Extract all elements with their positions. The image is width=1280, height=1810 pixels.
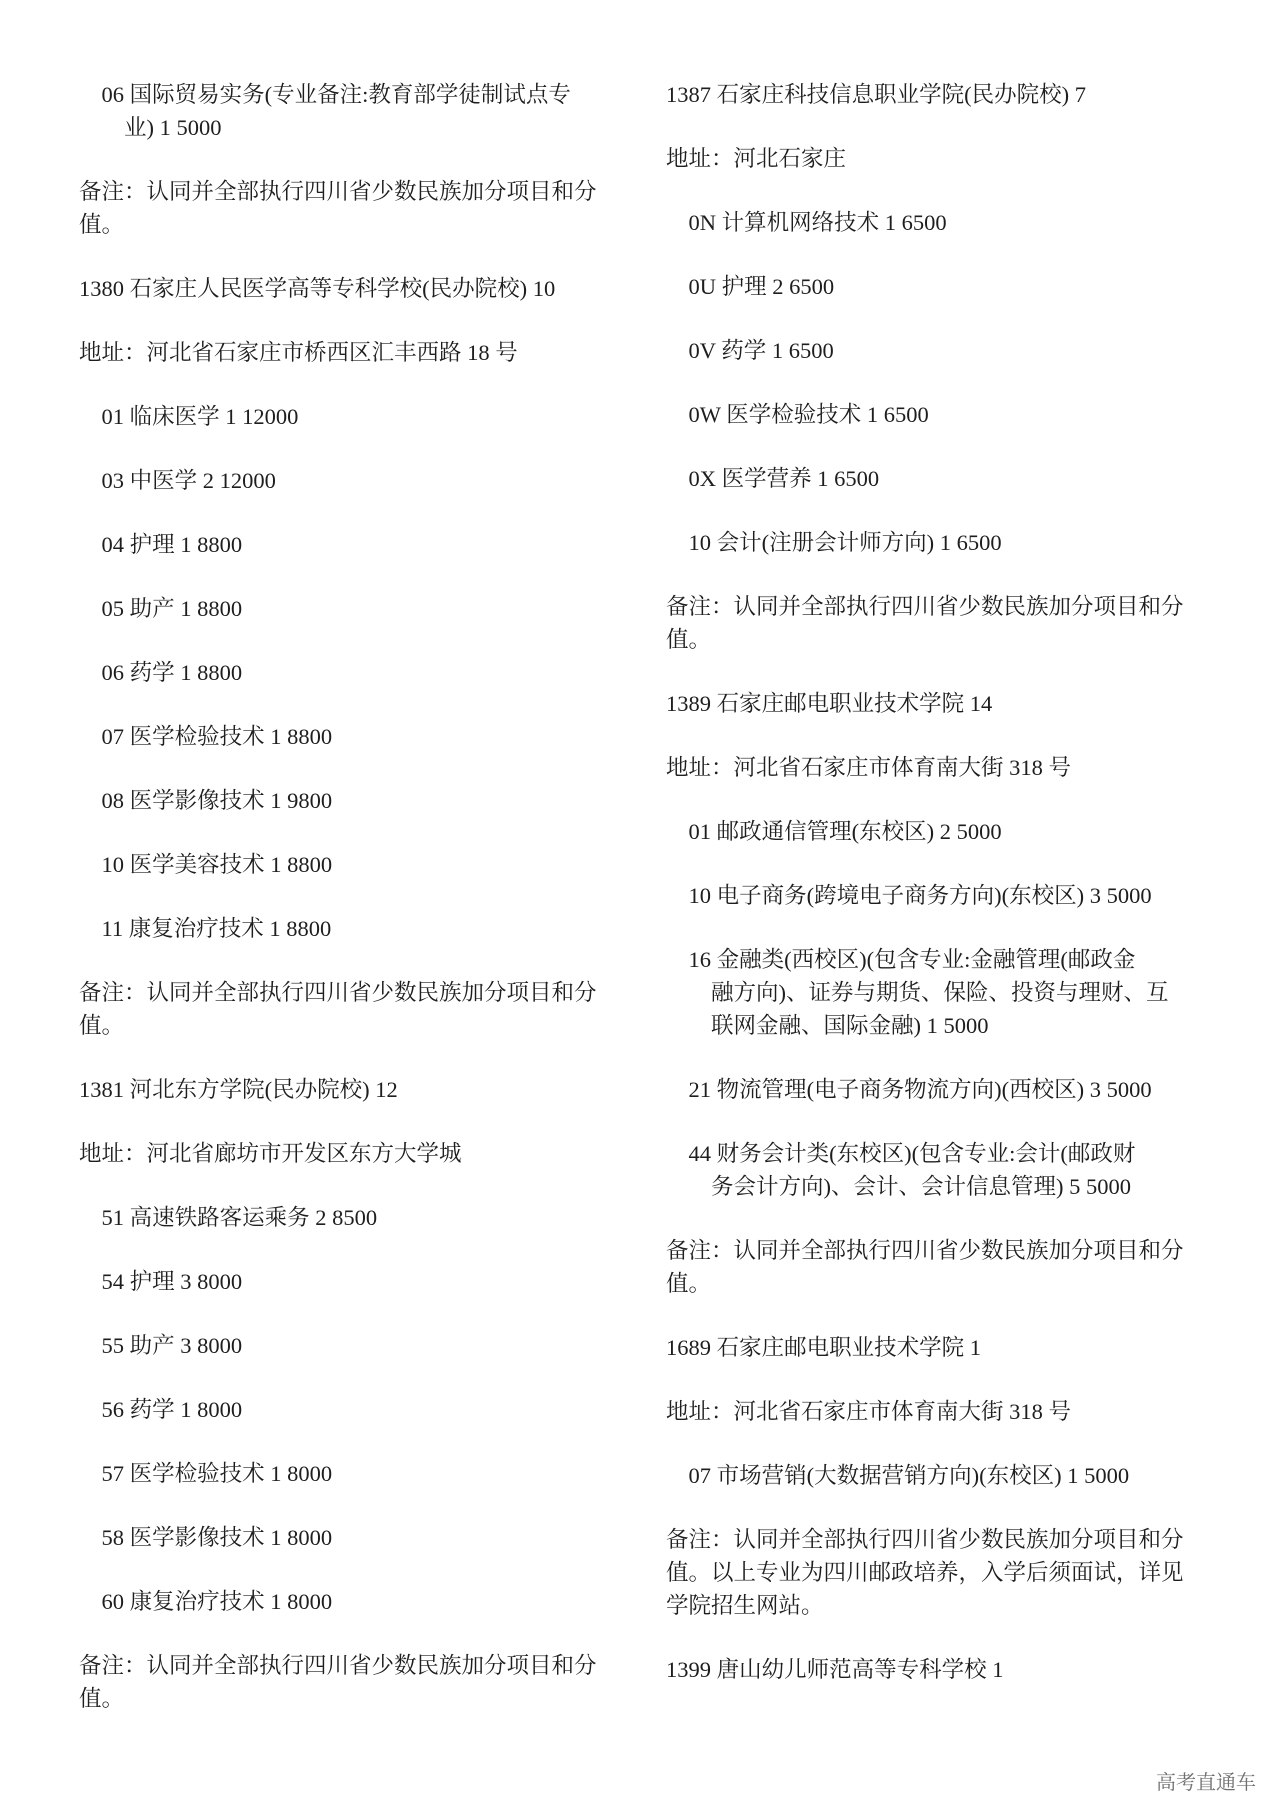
school-address-text: 地址：河北省廊坊市开发区东方大学城: [79, 1141, 462, 1166]
school-address: [79, 1137, 659, 1170]
major-item-line: 44 财务会计类(东校区)(包含专业:会计(邮政财: [688, 1141, 1136, 1166]
major-item-line: 01 临床医学 1 12000: [101, 404, 299, 429]
major-item-continuation: 务会计方向)、会计、会计信息管理) 5 5000: [711, 1174, 1131, 1199]
major-item-line: 10 会计(注册会计师方向) 1 6500: [688, 530, 1002, 555]
major-item-line: 08 医学影像技术 1 9800: [101, 788, 333, 813]
major-item-line: 60 康复治疗技术 1 8000: [101, 1589, 333, 1614]
school-address: [79, 336, 659, 369]
note-line: 备注：认同并全部执行四川省少数民族加分项目和分: [79, 1653, 597, 1678]
major-item: [79, 78, 659, 144]
note-line: 值。: [666, 627, 712, 652]
major-item-line: 0N 计算机网络技术 1 6500: [688, 210, 947, 235]
major-item-line: 05 助产 1 8800: [101, 596, 243, 621]
major-item-line: 0V 药学 1 6500: [688, 338, 834, 363]
note-line: 学院招生网站。: [666, 1593, 824, 1618]
major-item: [666, 206, 1266, 239]
school-header-text: 1389 石家庄邮电职业技术学院 14: [666, 691, 993, 716]
major-item: [79, 400, 659, 433]
major-item: [79, 592, 659, 625]
note-line: 值。: [79, 212, 125, 237]
major-item: [79, 1329, 659, 1362]
major-item: [666, 1137, 1266, 1203]
school-header: [666, 1653, 1266, 1686]
school-address-text: 地址：河北石家庄: [666, 146, 847, 171]
major-item-continuation: 融方向)、证券与期货、保险、投资与理财、互: [711, 980, 1169, 1005]
major-item-line: 03 中医学 2 12000: [101, 468, 276, 493]
major-item-line: 04 护理 1 8800: [101, 532, 243, 557]
major-item: [666, 270, 1266, 303]
note-line: 备注：认同并全部执行四川省少数民族加分项目和分: [79, 980, 597, 1005]
column-left: [79, 78, 659, 1746]
major-item: [79, 528, 659, 561]
school-address: [666, 142, 1266, 175]
major-item-line: 0X 医学营养 1 6500: [688, 466, 880, 491]
note-line: 值。: [666, 1271, 712, 1296]
major-item: [79, 1393, 659, 1426]
major-item-line: 56 药学 1 8000: [101, 1397, 243, 1422]
major-item-line: 06 国际贸易实务(专业备注:教育部学徒制试点专: [101, 82, 571, 107]
school-block: [79, 272, 659, 1042]
major-item: [79, 1585, 659, 1618]
major-item: [666, 334, 1266, 367]
school-block: [666, 687, 1266, 1300]
note-line: 备注：认同并全部执行四川省少数民族加分项目和分: [666, 1238, 1184, 1263]
major-item: [666, 879, 1266, 912]
note: [666, 1523, 1266, 1622]
note: [79, 175, 659, 241]
major-item: [79, 1201, 659, 1234]
major-item: [666, 1459, 1266, 1492]
major-item-line: 06 药学 1 8800: [101, 660, 243, 685]
major-item-line: 0U 护理 2 6500: [688, 274, 835, 299]
major-item-line: 57 医学检验技术 1 8000: [101, 1461, 333, 1486]
school-address: [666, 1395, 1266, 1428]
major-item: [79, 1457, 659, 1490]
major-item-continuation: 业) 1 5000: [124, 115, 222, 140]
major-item: [79, 848, 659, 881]
school-address-text: 地址：河北省石家庄市体育南大街 318 号: [666, 1399, 1072, 1424]
major-item: [79, 464, 659, 497]
major-item-line: 51 高速铁路客运乘务 2 8500: [101, 1205, 378, 1230]
school-block: [79, 1073, 659, 1715]
major-item: [79, 656, 659, 689]
major-item-line: 11 康复治疗技术 1 8800: [101, 916, 332, 941]
note-line: 值。以上专业为四川邮政培养，入学后须面试，详见: [666, 1560, 1184, 1585]
school-header: [666, 78, 1266, 111]
major-item: [666, 815, 1266, 848]
note-line: 备注：认同并全部执行四川省少数民族加分项目和分: [666, 1527, 1184, 1552]
school-header: [79, 272, 659, 305]
major-item-line: 07 医学检验技术 1 8800: [101, 724, 333, 749]
major-item-line: 10 医学美容技术 1 8800: [101, 852, 333, 877]
major-item: [666, 1073, 1266, 1106]
major-item: [79, 912, 659, 945]
major-item-line: 54 护理 3 8000: [101, 1269, 243, 1294]
school-header-text: 1399 唐山幼儿师范高等专科学校 1: [666, 1657, 1004, 1682]
watermark: 高考直通车: [1156, 1772, 1256, 1794]
major-item: [666, 398, 1266, 431]
major-item-line: 0W 医学检验技术 1 6500: [688, 402, 929, 427]
note-line: 备注：认同并全部执行四川省少数民族加分项目和分: [666, 594, 1184, 619]
school-header-text: 1689 石家庄邮电职业技术学院 1: [666, 1335, 982, 1360]
school-block: [666, 1653, 1266, 1686]
major-item: [79, 1265, 659, 1298]
major-item: [79, 1521, 659, 1554]
major-item-line: 01 邮政通信管理(东校区) 2 5000: [688, 819, 1002, 844]
school-header: [666, 1331, 1266, 1364]
school-block: [666, 1331, 1266, 1622]
school-block: [666, 78, 1266, 656]
major-item-line: 10 电子商务(跨境电子商务方向)(东校区) 3 5000: [688, 883, 1152, 908]
major-item: [666, 526, 1266, 559]
major-item: [666, 943, 1266, 1042]
school-header-text: 1387 石家庄科技信息职业学院(民办院校) 7: [666, 82, 1086, 107]
school-address-text: 地址：河北省石家庄市体育南大街 318 号: [666, 755, 1072, 780]
major-item-line: 55 助产 3 8000: [101, 1333, 243, 1358]
school-header: [666, 687, 1266, 720]
note: [79, 976, 659, 1042]
major-item-continuation: 联网金融、国际金融) 1 5000: [711, 1013, 989, 1038]
major-item-line: 16 金融类(西校区)(包含专业:金融管理(邮政金: [688, 947, 1136, 972]
school-header: [79, 1073, 659, 1106]
major-item-line: 21 物流管理(电子商务物流方向)(西校区) 3 5000: [688, 1077, 1152, 1102]
major-item: [666, 462, 1266, 495]
note-line: 备注：认同并全部执行四川省少数民族加分项目和分: [79, 179, 597, 204]
school-header-text: 1380 石家庄人民医学高等专科学校(民办院校) 10: [79, 276, 556, 301]
note-line: 值。: [79, 1013, 125, 1038]
note: [666, 590, 1266, 656]
school-block: [79, 78, 659, 241]
school-header-text: 1381 河北东方学院(民办院校) 12: [79, 1077, 398, 1102]
note: [79, 1649, 659, 1715]
note-line: 值。: [79, 1686, 125, 1711]
major-item-line: 07 市场营销(大数据营销方向)(东校区) 1 5000: [688, 1463, 1130, 1488]
major-item: [79, 784, 659, 817]
column-right: [666, 78, 1266, 1717]
major-item: [79, 720, 659, 753]
major-item-line: 58 医学影像技术 1 8000: [101, 1525, 333, 1550]
note: [666, 1234, 1266, 1300]
school-address: [666, 751, 1266, 784]
school-address-text: 地址：河北省石家庄市桥西区汇丰西路 18 号: [79, 340, 518, 365]
